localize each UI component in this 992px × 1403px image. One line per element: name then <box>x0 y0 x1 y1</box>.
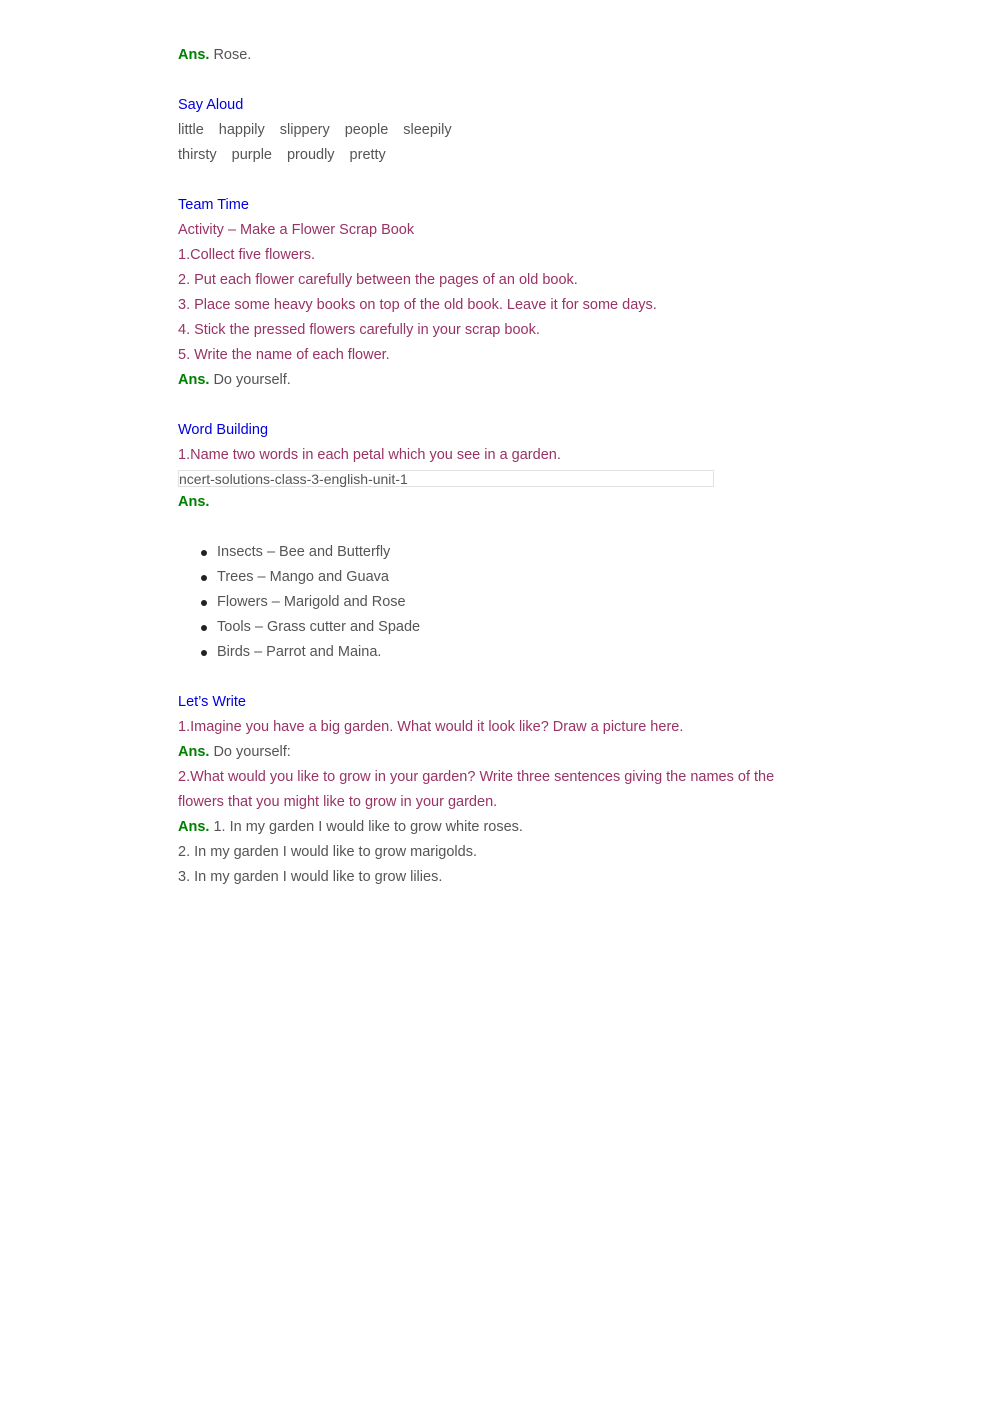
word: proudly <box>286 147 335 163</box>
word: happily <box>218 122 265 138</box>
lets-write-question-1: 1.Imagine you have a big garden. What would it look like? Draw a picture here. <box>178 719 684 735</box>
say-aloud-heading: Say Aloud <box>178 97 244 113</box>
spacer <box>178 68 828 93</box>
list-item: Trees – Mango and Guava <box>217 565 828 590</box>
lets-write-question-2-line-1: 2.What would you like to grow in your garden? Write three sentences giving the names of the <box>178 769 775 785</box>
top-answer <box>178 43 828 68</box>
word: pretty <box>349 147 386 163</box>
list-item: Flowers – Marigold and Rose <box>217 590 828 615</box>
lets-write-answer-2-line-2: 2. In my garden I would like to grow marigolds. <box>178 844 477 860</box>
word: slippery <box>279 122 330 138</box>
activity-step-2: 2. Put each flower carefully between the pages of an old book. <box>178 272 578 288</box>
word: purple <box>231 147 272 163</box>
list-item: Insects – Bee and Butterfly <box>217 540 828 565</box>
activity-step-5: 5. Write the name of each flower. <box>178 347 390 363</box>
answer-label: Ans. <box>178 819 210 835</box>
word: sleepily <box>403 122 452 138</box>
answer-text: Do yourself: <box>209 744 291 760</box>
lets-write-answer-2-line-3: 3. In my garden I would like to grow lilies. <box>178 869 443 885</box>
spacer <box>178 168 828 193</box>
word: people <box>344 122 389 138</box>
word-building-answer <box>178 490 828 515</box>
activity-step-3: 3. Place some heavy books on top of the old book. Leave it for some days. <box>178 297 657 313</box>
word: little <box>178 122 204 138</box>
say-aloud-row-1 <box>178 118 828 143</box>
lets-write-heading: Let’s Write <box>178 694 246 710</box>
say-aloud-row-2 <box>178 143 828 168</box>
team-time-answer <box>178 368 828 393</box>
answer-label: Ans. <box>178 744 210 760</box>
team-time-heading: Team Time <box>178 197 249 213</box>
answer-label: Ans. <box>178 47 210 63</box>
answer-list <box>178 540 828 665</box>
activity-title: Activity – Make a Flower Scrap Book <box>178 222 415 238</box>
word-building-heading: Word Building <box>178 422 269 438</box>
answer-label: Ans. <box>178 494 210 510</box>
answer-text: 1. In my garden I would like to grow white roses. <box>209 819 523 835</box>
word-building-question: 1.Name two words in each petal which you see in a garden. <box>178 447 561 463</box>
lets-write-question-2-line-2: flowers that you might like to grow in your garden. <box>178 794 498 810</box>
spacer <box>178 665 828 690</box>
lets-write-answer-2 <box>178 815 828 840</box>
list-item: Birds – Parrot and Maina. <box>217 640 828 665</box>
answer-text: Do yourself. <box>209 372 291 388</box>
broken-image-placeholder: ncert-solutions-class-3-english-unit-1 <box>178 470 714 487</box>
answer-text: Rose. <box>209 47 252 63</box>
activity-step-1: 1.Collect five flowers. <box>178 247 315 263</box>
spacer <box>178 393 828 418</box>
activity-step-4: 4. Stick the pressed flowers carefully in your scrap book. <box>178 322 540 338</box>
word: thirsty <box>178 147 217 163</box>
document-page <box>178 43 828 890</box>
spacer <box>178 515 828 540</box>
answer-label: Ans. <box>178 372 210 388</box>
lets-write-answer-1 <box>178 740 828 765</box>
list-item: Tools – Grass cutter and Spade <box>217 615 828 640</box>
